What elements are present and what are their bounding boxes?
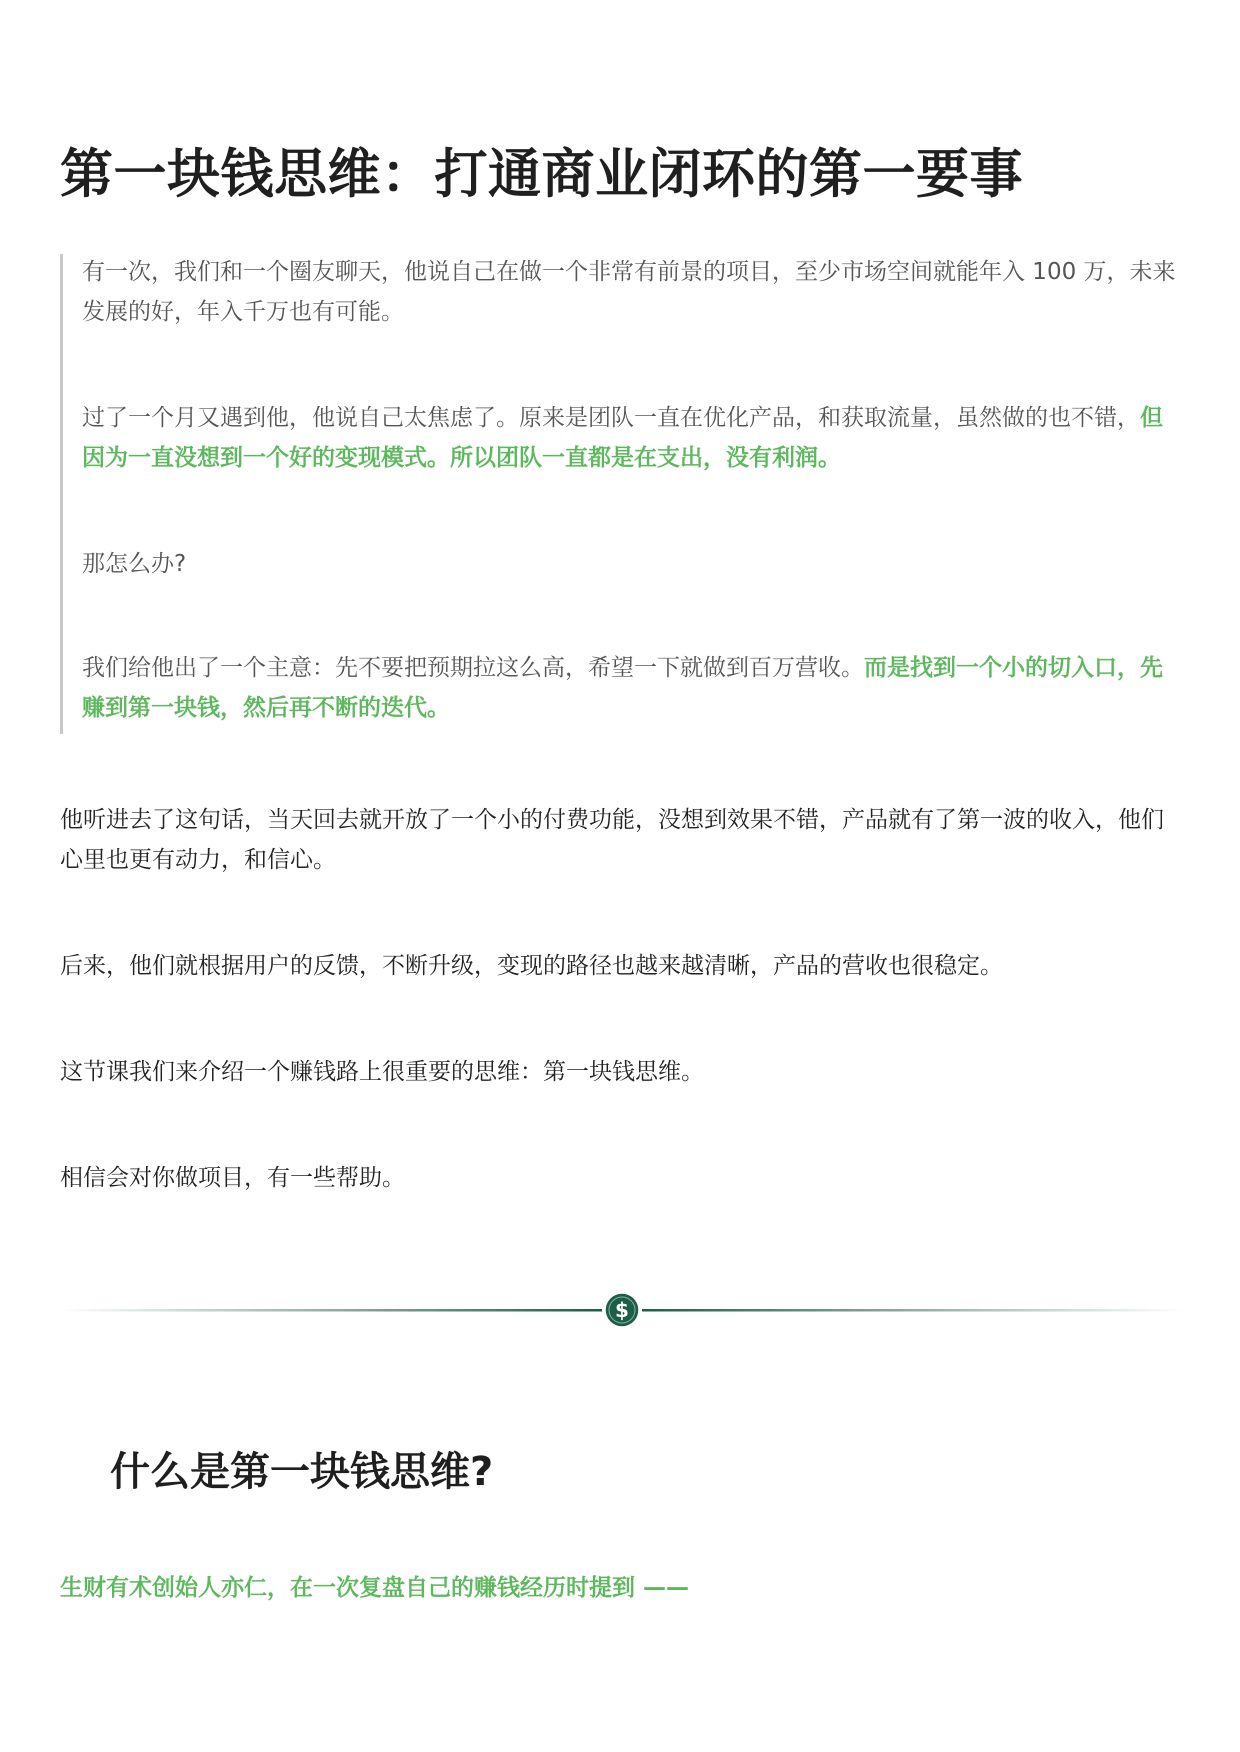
body-paragraph-3: 这节课我们来介绍一个赚钱路上很重要的思维：第一块钱思维。 — [60, 1059, 704, 1085]
quote-paragraph-1: 有一次，我们和一个圈友聊天，他说自己在做一个非常有前景的项目，至少市场空间就能年入 100 万，未来发展的好，年入千万也有可能。 — [82, 259, 1176, 325]
quote-paragraph-2-text: 过了一个月又遇到他，他说自己太焦虑了。原来是团队一直在优化产品，和获取流量，虽然做的也不错， — [82, 405, 1140, 431]
divider-line-left — [60, 1309, 602, 1312]
divider-line-right — [642, 1309, 1184, 1312]
blockquote — [60, 254, 1184, 734]
section-lead: 生财有术创始人亦仁，在一次复盘自己的赚钱经历时提到 —— — [60, 1575, 690, 1601]
article-title: 第一块钱思维：打通商业闭环的第一要事 — [60, 144, 1023, 205]
coin-icon — [605, 1293, 639, 1327]
coin-glyph: $ — [615, 1298, 629, 1322]
quote-paragraph-3: 那怎么办? — [82, 551, 187, 577]
quote-paragraph-4-highlight: 而是找到一个小的切入口，先赚到第一块钱，然后再不断的迭代。 — [82, 655, 1163, 721]
section-heading: 什么是第一块钱思维? — [110, 1449, 494, 1495]
quote-paragraph-4 — [82, 648, 1184, 728]
section-divider — [60, 1290, 1184, 1330]
quote-paragraph-2 — [82, 398, 1184, 478]
body-paragraph-1: 他听进去了这句话，当天回去就开放了一个小的付费功能，没想到效果不错，产品就有了第一波的收入，他们心里也更有动力，和信心。 — [60, 807, 1164, 873]
quote-paragraph-4-text: 我们给他出了一个主意：先不要把预期拉这么高，希望一下就做到百万营收。 — [82, 655, 864, 681]
quote-paragraph-2-highlight: 但因为一直没想到一个好的变现模式。所以团队一直都是在支出，没有利润。 — [82, 405, 1163, 471]
body-paragraph-2: 后来，他们就根据用户的反馈，不断升级，变现的路径也越来越清晰，产品的营收也很稳定。 — [60, 953, 1003, 979]
body-paragraph-4: 相信会对你做项目，有一些帮助。 — [60, 1165, 405, 1191]
